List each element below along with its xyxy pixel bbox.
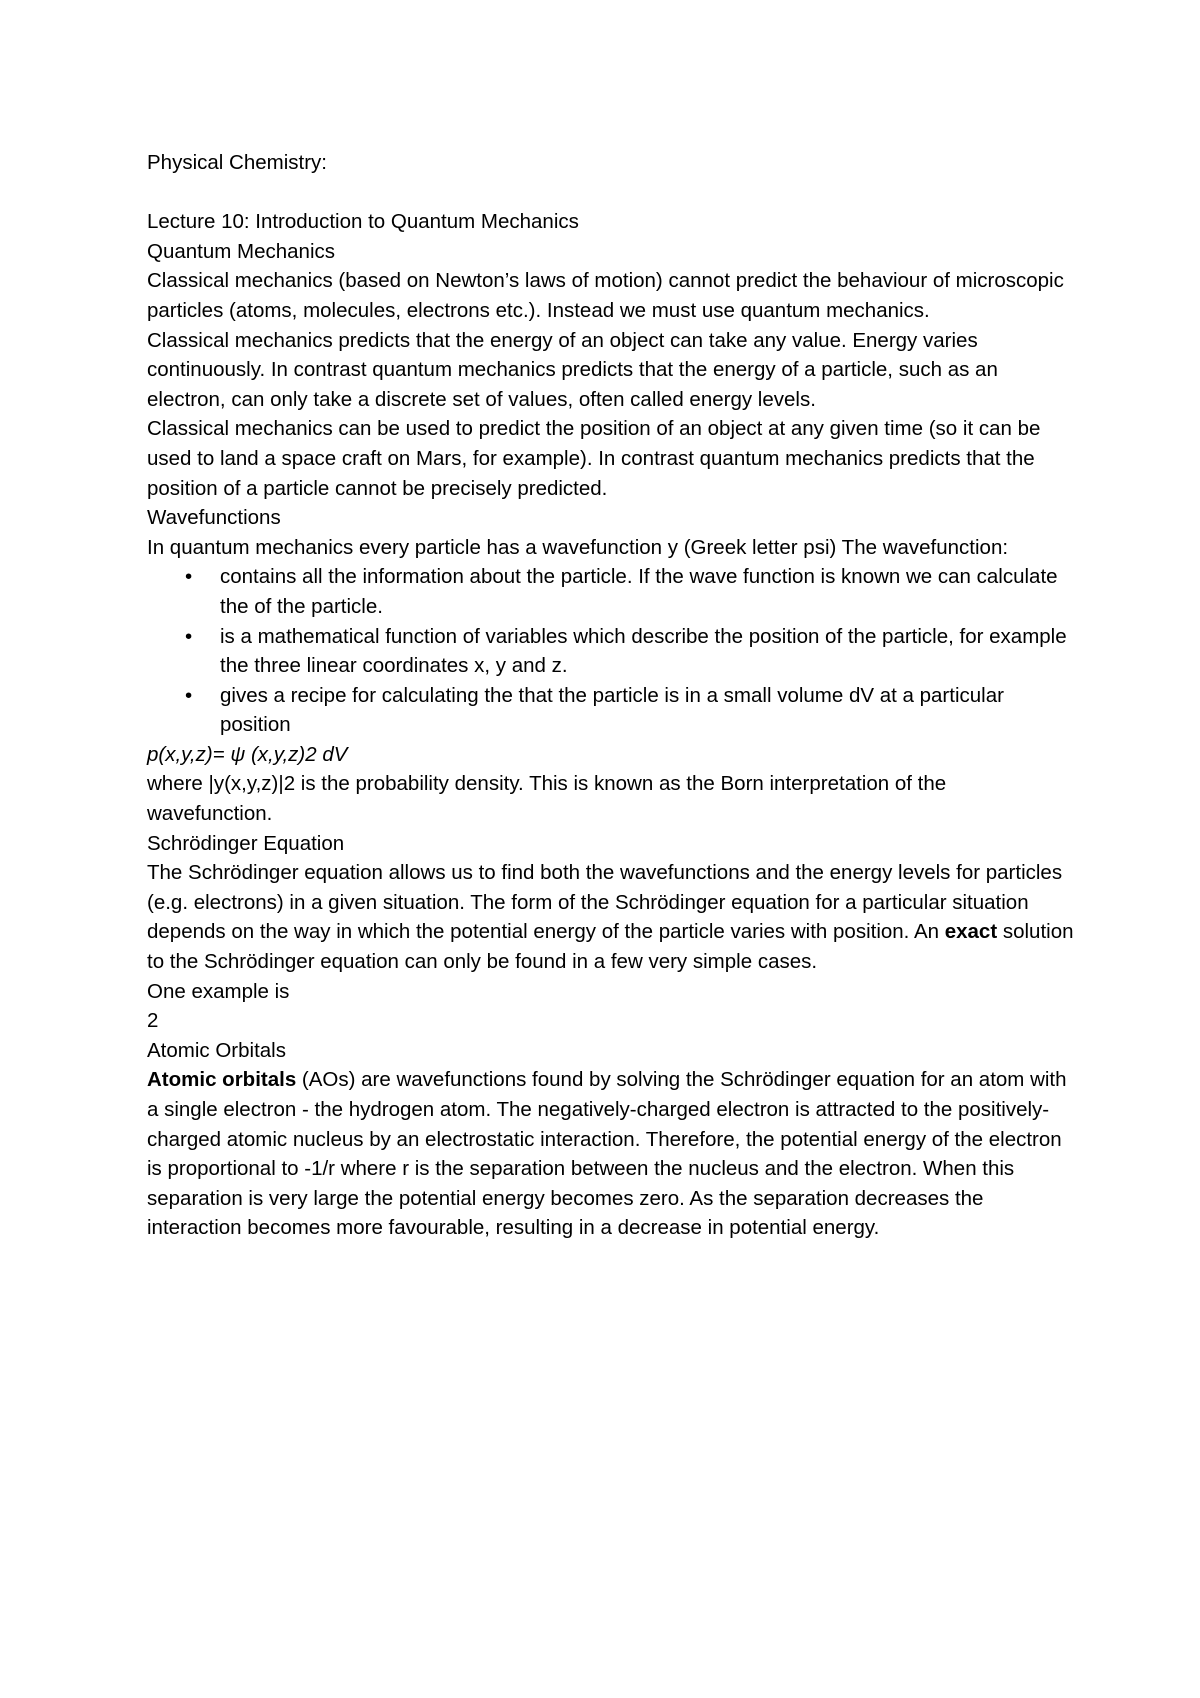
list-item (147, 622, 1077, 681)
text-run: (AOs) are wavefunctions found by solving the Schrödinger equation for an atom with a single electron - the hydrogen atom. The negatively-charged electron is attracted to the positively-charged atomic nucleus by an electrostatic interaction. Therefore, the potential energy of the electron is proportional to -1/r where r is the separation between the nucleus and the electron. When this separation is very large the potential energy becomes zero. As the separation decreases the interaction becomes more favourable, resulting in a decrease in potential energy. (147, 1068, 1067, 1240)
list-item-text: contains all the information about the particle. If the wave function is known we can calculate the of the particle. (220, 565, 1058, 618)
course-title: Physical Chemistry: (147, 151, 327, 174)
list-item (147, 562, 1077, 621)
bullet-icon: • (185, 683, 193, 707)
paragraph: where |y(x,y,z)|2 is the probability density. This is known as the Born interpretation of the wavefunction. (147, 772, 947, 826)
text-run: solution to the Schrödinger equation can only be found in a few very simple cases. (147, 920, 1074, 974)
section-heading-atomic-orbitals: Atomic Orbitals (147, 1038, 286, 1062)
term-atomic-orbitals: Atomic orbitals (147, 1068, 297, 1092)
paragraph: Classical mechanics predicts that the energy of an object can take any value. Energy varies continuously. In contrast quantum mechanics predicts that the energy of a particle, such as an electron, can only take a discrete set of values, often called energy levels. (147, 328, 998, 411)
bullet-icon: • (185, 624, 193, 648)
section-heading-quantum-mechanics: Quantum Mechanics (147, 239, 336, 263)
lecture-title: Lecture 10: Introduction to Quantum Mechanics (147, 210, 579, 234)
blank-line (147, 178, 1077, 208)
list-item-text: is a mathematical function of variables which describe the position of the particle, for example the three linear coordinates x, y and z. (220, 624, 1067, 678)
text-run: The Schrödinger equation allows us to find both the wavefunctions and the energy levels for particles (e.g. electrons) in a given situation. The form of the Schrödinger equation for a particular situation depends on the way in which the potential energy of the particle varies with position. An (147, 861, 1063, 944)
paragraph: In quantum mechanics every particle has a wavefunction y (Greek letter psi) The wavefunction: (147, 535, 1009, 559)
paragraph: One example is (147, 979, 290, 1003)
emphasis-exact: exact (944, 920, 998, 944)
equation: p(x,y,z)= ψ (x,y,z)2 dV (147, 742, 348, 766)
list-item (147, 681, 1077, 740)
paragraph: 2 (147, 1009, 159, 1033)
document-page (147, 148, 1077, 1243)
section-heading-wavefunctions: Wavefunctions (147, 506, 281, 530)
bullet-icon: • (185, 565, 193, 589)
paragraph (147, 858, 1077, 976)
paragraph: Classical mechanics (based on Newton’s laws of motion) cannot predict the behaviour of microscopic particles (atoms, molecules, electrons etc.). Instead we must use quantum mechanics. (147, 269, 1064, 322)
paragraph: Classical mechanics can be used to predict the position of an object at any given time (so it can be used to land a space craft on Mars, for example). In contrast quantum mechanics predicts that the position of a particle cannot be precisely predicted. (147, 417, 1041, 500)
section-heading-schrodinger: Schrödinger Equation (147, 831, 345, 855)
bullet-list (147, 562, 1077, 740)
paragraph (147, 1065, 1077, 1243)
list-item-text: gives a recipe for calculating the that the particle is in a small volume dV at a particular position (220, 683, 1004, 737)
